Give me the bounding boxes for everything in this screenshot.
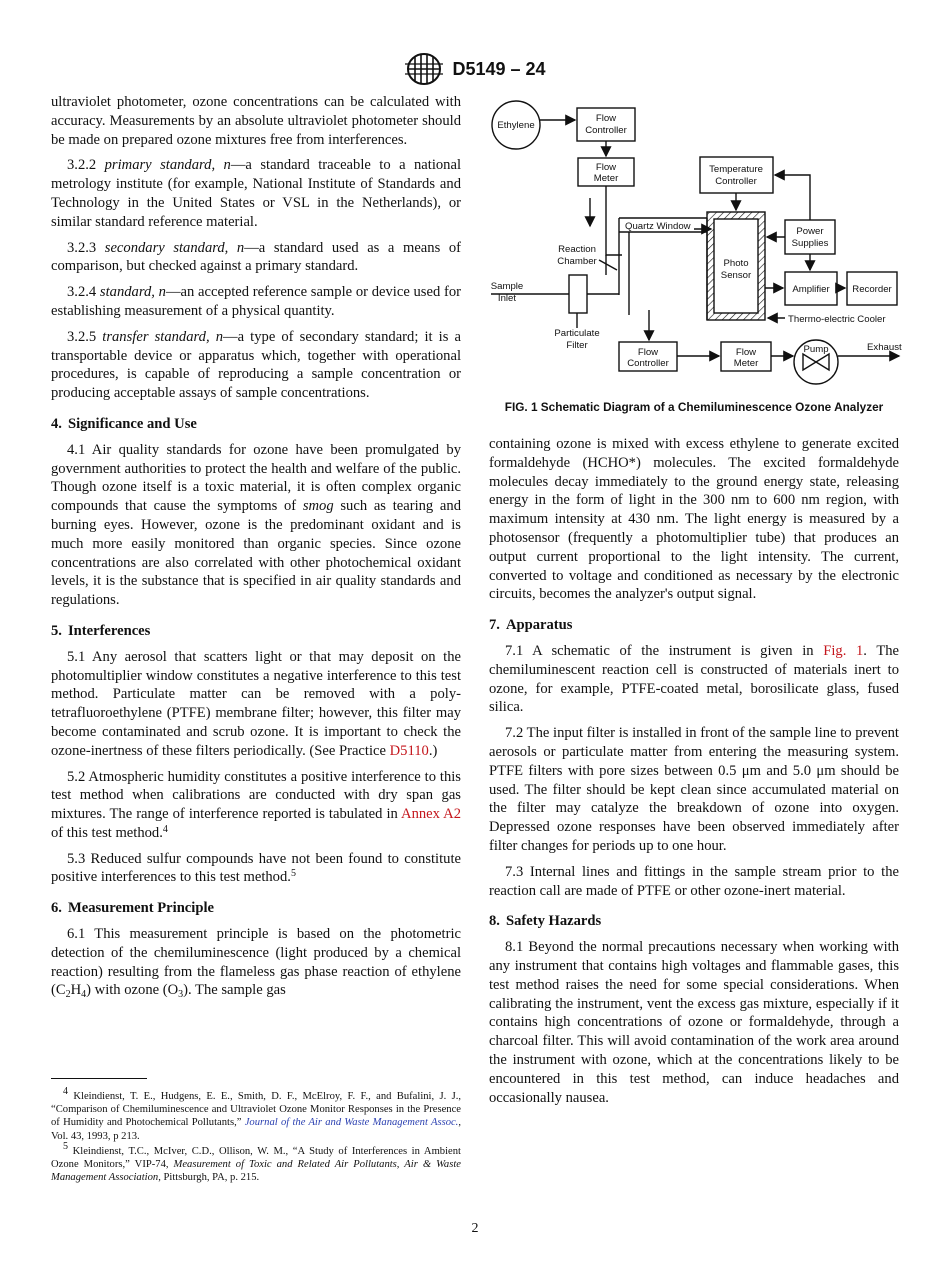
label-flow-meter-1-a: Flow [595,162,617,173]
paragraph-4-1: 4.1 Air quality standards for ozone have been promulgated by government authorities to protect the health and welfare of the public. Though ozone itself is a toxic material, it is often complex organic compounds that cause the symptoms of smog such as tearing and burning eyes. However, ozone is the predominant oxidant and is much more easily monitored than organic species. Since ozone concentrations are also correlated with other photochemical oxidant levels, it is the substance that is specified in air quality standards and regulations. [51,441,461,609]
paragraph-5-3: 5.3 Reduced sulfur compounds have not been found to constitute positive interferences to this test method.$^5$ [51,850,461,886]
label-reaction-chamber-a: Reaction [558,244,596,255]
footnote-ref-4[interactable]: 4 [162,823,168,835]
right-column [489,100,902,1114]
label-flow-meter-1-b: Meter [593,173,619,184]
definition-term: primary standard, n [104,157,231,174]
definition-term: transfer standard, n [102,328,223,345]
page-number: 2 [471,1221,479,1236]
label-flow-meter-2-b: Meter [733,358,759,369]
label-amplifier: Amplifier [792,284,830,295]
label-photo-sensor-a: Photo [723,258,749,269]
section-title: Interferences [67,622,151,639]
paragraph-6-1-continued: containing ozone is mixed with excess ethylene to generate excited formaldehyde (HCHO*) molecules. The excited formaldehyde molecules decay immediately to the ground energy state, releasing energy in the form of light in the 300 nm to 600 nm region, with maximum intensity at 430 nm. The light energy is measured by a photosensor (frequently a photomultiplier tube) that produces an output current proportional to the light intensity. The current, converted to voltage and conditioned as necessary by the electronic circuits, becomes the analyzer's output signal. [489,436,899,603]
temperature-controller-box [700,157,773,193]
label-photo-sensor-b: Sensor [720,270,752,281]
paragraph-8-1: 8.1 Beyond the normal precautions necessary when working with any instrument that contains high voltages and flammable gases, this test method raises the need for some special considerations. When calibrating the instrument, vent the excess gas mixture, especially if it contains high concentrations of ozone or formaldehyde, through a charcoal filter. This will avoid contamination of the work area around the instrument with ozone, which at the concentrations likely to be encountered in this test method, can induce headaches and occasionally nausea. [489,939,899,1106]
section-number: 6. [51,900,62,917]
link-annex-a2[interactable]: Annex A2 [401,806,461,823]
figure-1-schematic [489,100,904,400]
definition-number: 3.2.2 [67,157,97,174]
paragraph-6-1: 6.1 This measurement principle is based on the photometric detection of the chemiluminescence (light produced by a chemical reaction) resulting from the flameless gas phase reaction of ethylene $(C_2H_4)$ with ozone $(O_3)$. The sample gas [51,926,461,1001]
paragraph-7-3: 7.3 Internal lines and fittings in the sample stream prior to the reaction call are made of PTFE or other ozone-inert material. [489,863,899,899]
label-particulate-filter-a: Particulate [554,328,600,339]
definition-secondary-standard [51,239,461,277]
section-heading-safety-hazards [489,912,899,931]
definition-transfer-standard [51,328,461,403]
section-number: 8. [489,913,500,930]
figure-1-caption: FIG. 1 Schematic Diagram of a Chemiluminescence Ozone Analyzer [504,400,884,414]
label-flow-controller-2-b: Controller [627,358,669,369]
definition-number: 3.2.4 [67,284,97,301]
label-ethylene: Ethylene [497,120,535,131]
definition-number: 3.2.5 [67,328,97,345]
paragraph-5-2: 5.2 Atmospheric humidity constitutes a positive interference to this test method when calibrations are conducted with dry span gas mixtures. The range of interference reported is tabulated in Annex A2 of this test method.$^4$ [51,768,461,841]
document-id: D5149 – 24 [452,58,546,79]
left-column [51,93,461,1007]
label-exhaust: Exhaust [867,342,902,353]
label-thermo-cooler: Thermo-electric Cooler [788,314,886,325]
section-number: 5. [51,622,62,639]
particulate-filter-box [569,275,587,313]
label-temp-controller-b: Controller [715,176,757,187]
link-fig-1[interactable]: Fig. 1 [823,642,864,659]
page-header [0,52,950,86]
paragraph-7-1: 7.1 A schematic of the instrument is given in Fig. 1. The chemiluminescent reaction cell is constructed of materials inert to ozone, for example, PTFE-coated metal, borosilicate glass, fused silica. [489,642,900,716]
footnote-ref-5[interactable]: 5 [290,868,296,880]
section-title: Significance and Use [67,415,197,432]
definition-number: 3.2.3 [67,239,97,256]
label-temp-controller-a: Temperature [709,164,763,175]
section-title: Measurement Principle [67,900,214,917]
astm-logo [404,52,444,86]
footnote-4: $^4$ Kleindienst, T. E., Hudgens, E. E., Smith, D. F., McElroy, F. F., and Bufalini, J. J., “Comparison of Chemiluminescence and Ultraviolet Ozone Monitor Responses in the Presence of Humidity and Photochemical Pollutants,” Journal of the Air and Waste Management Assoc., Vol. 43, 1993, p 213. [51,1086,461,1142]
paragraph-3-2-1-continued: ultraviolet photometer, ozone concentrations can be calculated with accuracy. Measurements by an absolute ultraviolet photometer should be made on prepared ozone mixtures free from interferences. [51,94,461,148]
term-smog: smog [302,498,334,515]
label-pump: Pump [803,344,829,355]
paragraph-5-1: 5.1 Any aerosol that scatters light or that may deposit on the photomultiplier window constitutes a negative interference to this test method. Particulate matter can be removed with a poly-tetrafluoroethylene (PTFE) membrane filter; however, this filter may become contaminated and scrub ozone. It is important to check the ozone-inertness of these filters periodically. (See Practice D5110.) [51,648,461,759]
label-sample-inlet-b: Inlet [497,293,517,304]
definition-term: secondary standard, n [104,239,245,256]
definition-text: —a standard traceable to a national metrology institute (for example, National Institute of Standards and Technology in the United States or VSL in the Netherlands), or similar standard reference material. [51,157,461,230]
section-heading-interferences [51,622,461,641]
section-number: 4. [51,415,62,432]
label-power-supplies-a: Power [796,226,824,237]
definition-text: —a standard used as a means of comparison, but checked against a primary standard. [51,239,461,275]
label-power-supplies-b: Supplies [791,238,829,249]
link-d5110[interactable]: D5110 [389,742,429,759]
label-flow-meter-2-a: Flow [735,347,757,358]
label-sample-inlet-a: Sample [490,281,524,292]
section-title: Safety Hazards [505,913,602,930]
label-flow-controller-2-a: Flow [637,347,659,358]
definition-text: —a type of secondary standard; it is a transportable device or apparatus which, together with operational procedures, is capable of reproducing a sample concentration or producing acceptable assays of sample concentrations. [51,328,461,402]
label-recorder: Recorder [852,284,892,295]
link-journal[interactable]: Journal of the Air and Waste Management Assoc. [244,1117,459,1129]
section-heading-apparatus [489,616,899,635]
section-heading-significance [51,415,461,434]
section-heading-measurement-principle [51,899,461,918]
section-number: 7. [489,617,500,634]
paragraph-7-2: 7.2 The input filter is installed in front of the sample line to prevent aerosols or particulate matter from entering the measuring system. PTFE filters with pore sizes between 0.5 μm and 5.0 μm should be used. The filter should be kept clean since accumulated material on the filter may catalyze the breakdown of ozone into oxygen. Depressed ozone responses have been observed immediately after filter changes for periods up to one hour. [489,725,899,854]
definition-primary-standard [51,156,461,231]
definition-text: —an accepted reference sample or device used for establishing measurement of a physical quantity. [51,284,461,319]
schematic-diagram [489,100,904,392]
label-particulate-filter-b: Filter [566,340,588,351]
label-flow-controller-1-a: Flow [595,113,617,124]
label-flow-controller-1-b: Controller [585,125,627,136]
section-title: Apparatus [505,617,573,634]
footnotes [51,1078,461,1186]
label-quartz-window: Quartz Window [625,221,691,232]
footnote-rule [51,1078,147,1079]
footnote-5: $^5$ Kleindienst, T.C., McIver, C.D., Ollison, W. M., “A Study of Interferences in Ambient Ozone Monitors,” VIP-74, Measurement of Toxic and Related Air Pollutants, Air & Waste Management Association, Pittsburgh, PA, p. 215. [51,1140,461,1184]
definition-standard [51,283,461,321]
definition-term: standard, n [99,284,166,301]
label-reaction-chamber-b: Chamber [557,256,597,267]
